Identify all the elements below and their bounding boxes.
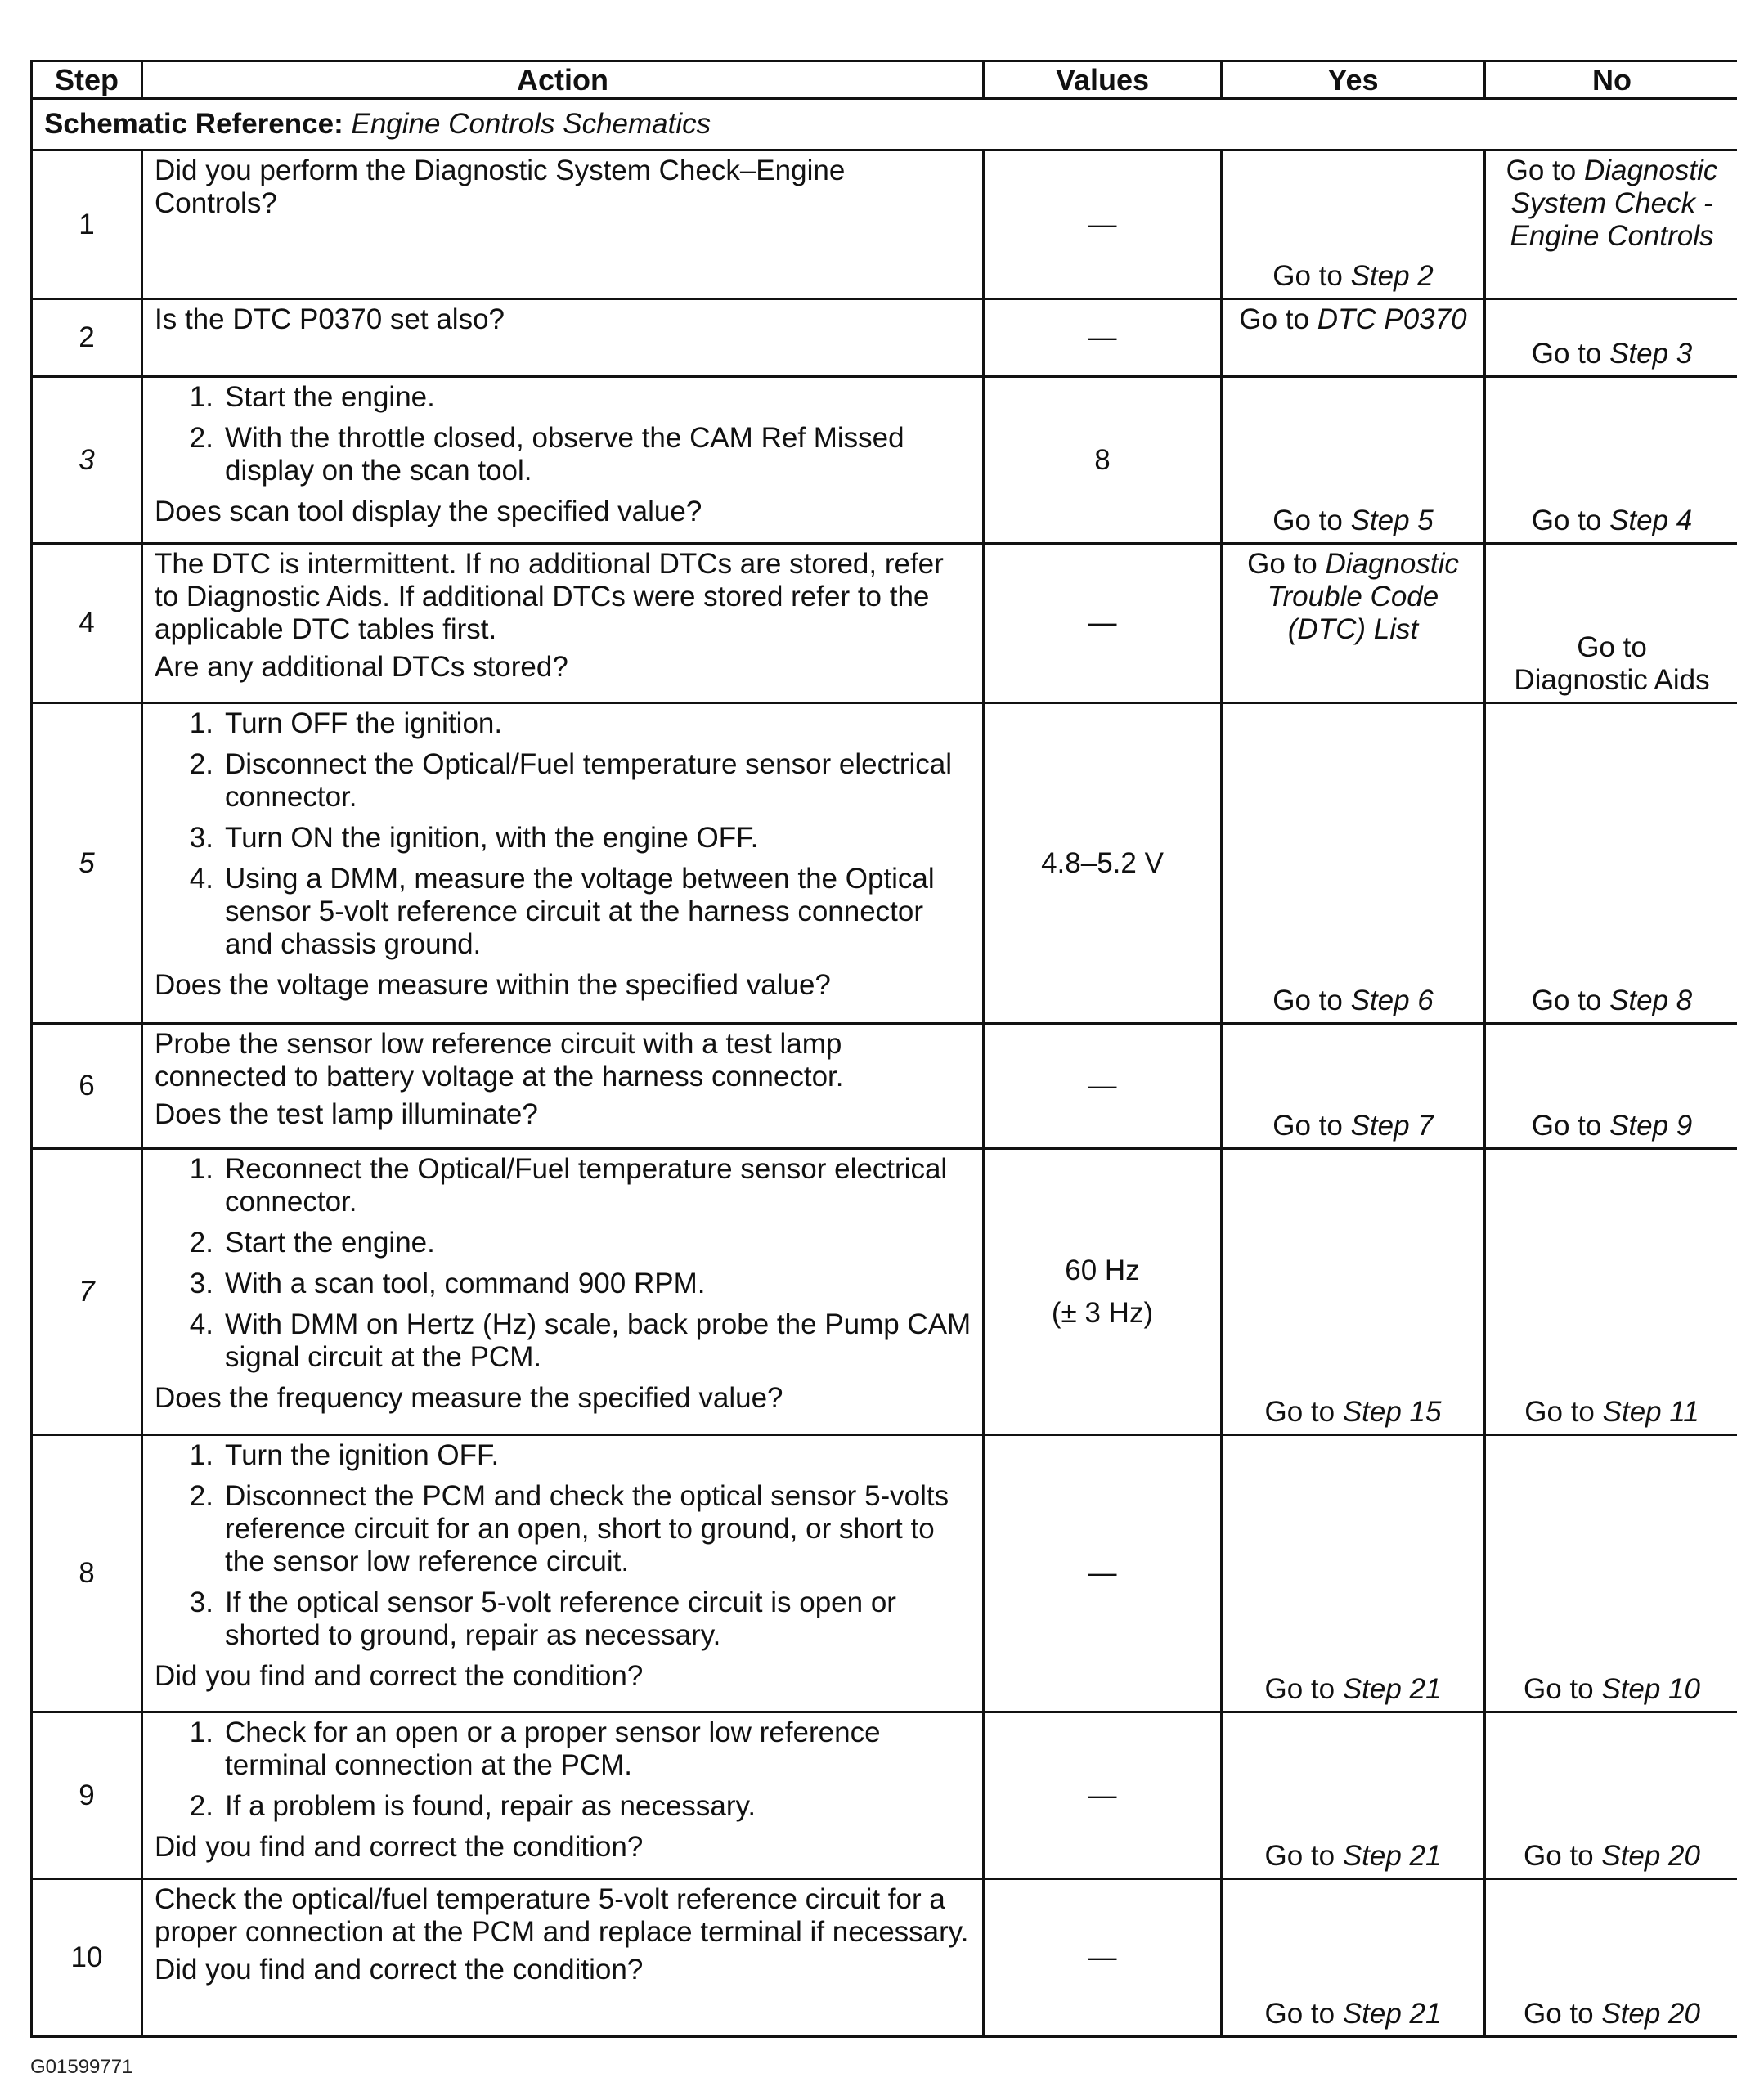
action-question: Are any additional DTCs stored?	[155, 651, 568, 683]
values-cell	[984, 299, 1222, 377]
action-cell	[142, 1712, 984, 1879]
no-goto-prefix: Go to	[1531, 338, 1610, 370]
no-action-cell	[1485, 703, 1737, 1024]
action-question: Does the frequency measure the specified value?	[155, 1382, 783, 1414]
no-goto-link[interactable]: Step 3	[1609, 338, 1693, 370]
action-step-item	[155, 1586, 974, 1652]
action-step-number: 1.	[189, 1439, 213, 1471]
yes-goto-prefix: Go to	[1264, 1396, 1343, 1428]
no-goto-prefix: Go to	[1506, 155, 1584, 186]
no-goto-prefix: Go to	[1524, 1396, 1603, 1428]
action-text: Check the optical/fuel temperature 5-volt reference circuit for a proper connection at the PCM and replace terminal if necessary.	[155, 1883, 969, 1948]
action-step-text: Turn ON the ignition, with the engine OFF.	[225, 822, 759, 854]
action-cell	[142, 299, 984, 377]
no-action-cell	[1485, 1435, 1737, 1712]
table-row	[32, 703, 1737, 1024]
action-step-number: 2.	[189, 422, 213, 454]
figure-id: G01599771	[30, 2056, 133, 2078]
action-step-number: 3.	[189, 1586, 213, 1618]
table-row	[32, 1149, 1737, 1435]
action-text: The DTC is intermittent. If no additional DTCs are stored, refer to Diagnostic Aids. If additional DTCs were stored refer to the applicable DTC tables first.	[155, 548, 944, 645]
action-step-text: Reconnect the Optical/Fuel temperature sensor electrical connector.	[225, 1153, 948, 1218]
spec-value: —	[1088, 1779, 1117, 1811]
action-step-item	[155, 1308, 974, 1374]
action-step-number: 1.	[189, 1153, 213, 1185]
action-steps-list	[155, 381, 974, 487]
action-step-number: 1.	[189, 1716, 213, 1748]
step-number: 7	[32, 1149, 142, 1435]
action-cell	[142, 1879, 984, 2037]
values-cell	[984, 150, 1222, 299]
yes-goto-link[interactable]: Step 2	[1350, 260, 1434, 292]
yes-goto-prefix: Go to	[1239, 303, 1317, 335]
action-step-number: 1.	[189, 381, 213, 413]
spec-value-tolerance: (± 3 Hz)	[1051, 1296, 1154, 1329]
action-step-item	[155, 1480, 974, 1578]
table-row	[32, 1435, 1737, 1712]
no-action-cell	[1485, 299, 1737, 377]
action-step-item	[155, 1790, 974, 1823]
no-goto-prefix: Go to	[1531, 505, 1610, 536]
action-step-number: 3.	[189, 1268, 213, 1299]
step-number: 4	[32, 544, 142, 703]
action-step-item	[155, 1439, 974, 1472]
table-row	[32, 299, 1737, 377]
action-question: Did you find and correct the condition?	[155, 1831, 644, 1863]
yes-goto-prefix: Go to	[1272, 260, 1351, 292]
action-step-text: If a problem is found, repair as necessary.	[225, 1790, 756, 1822]
step-number: 5	[32, 703, 142, 1024]
no-goto-link[interactable]: Diagnostic System Check - Engine Controls	[1510, 155, 1718, 252]
no-goto-prefix: Go to	[1524, 1840, 1602, 1872]
action-cell	[142, 1024, 984, 1149]
yes-goto-link[interactable]: Step 15	[1342, 1396, 1442, 1428]
action-step-item	[155, 748, 974, 814]
action-step-text: Start the engine.	[225, 1227, 435, 1259]
action-steps-list	[155, 1439, 974, 1652]
action-text: Did you perform the Diagnostic System Check–Engine Controls?	[155, 155, 846, 219]
spec-value: —	[1088, 607, 1117, 639]
action-question: Did you find and correct the condition?	[155, 1660, 644, 1692]
values-cell	[984, 1712, 1222, 1879]
spec-value: —	[1088, 1557, 1117, 1589]
no-action-cell	[1485, 544, 1737, 703]
action-step-item	[155, 1268, 974, 1300]
no-action-cell	[1485, 377, 1737, 544]
yes-goto-link[interactable]: DTC P0370	[1317, 303, 1467, 335]
no-goto-prefix: Go to	[1531, 985, 1610, 1016]
spec-value: —	[1088, 208, 1117, 240]
action-text: Is the DTC P0370 set also?	[155, 303, 505, 335]
diagnostic-table	[30, 60, 1737, 2038]
no-action-cell	[1485, 1024, 1737, 1149]
action-step-item	[155, 707, 974, 740]
yes-action-cell	[1222, 1149, 1485, 1435]
action-question: Does the voltage measure within the specified value?	[155, 969, 831, 1001]
action-step-number: 2.	[189, 1227, 213, 1259]
action-step-text: Disconnect the PCM and check the optical sensor 5-volts reference circuit for an open, short to ground, or short to the sensor low reference circuit.	[225, 1480, 949, 1577]
yes-goto-prefix: Go to	[1247, 548, 1326, 580]
action-cell	[142, 150, 984, 299]
table-row	[32, 1879, 1737, 2037]
step-number: 1	[32, 150, 142, 299]
yes-action-cell	[1222, 1712, 1485, 1879]
no-goto-link[interactable]: Step 9	[1609, 1110, 1693, 1142]
action-step-number: 4.	[189, 1308, 213, 1340]
action-step-number: 4.	[189, 863, 213, 895]
schematic-reference	[32, 99, 1737, 150]
step-number: 6	[32, 1024, 142, 1149]
action-step-item	[155, 863, 974, 961]
yes-goto-link[interactable]: Step 6	[1350, 985, 1434, 1016]
action-step-text: Turn OFF the ignition.	[225, 707, 503, 739]
no-action-cell	[1485, 1149, 1737, 1435]
yes-goto-link[interactable]: Step 7	[1350, 1110, 1434, 1142]
action-steps-list	[155, 707, 974, 961]
yes-action-cell	[1222, 1879, 1485, 2037]
step-number: 3	[32, 377, 142, 544]
action-steps-list	[155, 1153, 974, 1374]
action-step-text: With the throttle closed, observe the CAM Ref Missed display on the scan tool.	[225, 422, 904, 487]
no-goto-prefix: Go to	[1531, 1110, 1610, 1142]
yes-goto-link[interactable]: Diagnostic Trouble Code (DTC) List	[1267, 548, 1459, 645]
step-number: 9	[32, 1712, 142, 1879]
yes-goto-prefix: Go to	[1264, 1673, 1343, 1705]
no-action-cell	[1485, 1879, 1737, 2037]
action-step-item	[155, 1716, 974, 1782]
no-action-cell	[1485, 1712, 1737, 1879]
schematic-reference-row	[32, 99, 1737, 150]
yes-goto-prefix: Go to	[1272, 985, 1351, 1016]
action-step-number: 2.	[189, 1480, 213, 1512]
spec-value: —	[1088, 321, 1117, 353]
schematic-reference-label: Schematic Reference:	[44, 108, 343, 140]
action-cell	[142, 377, 984, 544]
header-no: No	[1485, 61, 1737, 99]
table-row	[32, 377, 1737, 544]
header-action: Action	[142, 61, 984, 99]
schematic-reference-link[interactable]: Engine Controls Schematics	[351, 108, 711, 140]
spec-value: 8	[1094, 443, 1111, 476]
yes-goto-prefix: Go to	[1264, 1840, 1343, 1872]
spec-value: 4.8–5.2 V	[1041, 846, 1164, 879]
diagnostic-document	[30, 60, 1718, 2079]
no-goto-link[interactable]: Step 8	[1609, 985, 1693, 1016]
action-cell	[142, 703, 984, 1024]
yes-action-cell	[1222, 150, 1485, 299]
header-yes: Yes	[1222, 61, 1485, 99]
action-step-text: Turn the ignition OFF.	[225, 1439, 500, 1471]
action-question: Does the test lamp illuminate?	[155, 1098, 538, 1130]
action-step-text: Check for an open or a proper sensor low reference terminal connection at the PCM.	[225, 1716, 881, 1781]
action-step-text: With a scan tool, command 900 RPM.	[225, 1268, 706, 1299]
yes-action-cell	[1222, 703, 1485, 1024]
action-step-item	[155, 381, 974, 414]
no-goto-prefix: Go to	[1577, 631, 1647, 663]
header-step: Step	[32, 61, 142, 99]
header-values: Values	[984, 61, 1222, 99]
action-step-item	[155, 1227, 974, 1259]
values-cell	[984, 544, 1222, 703]
action-cell	[142, 1149, 984, 1435]
yes-goto-prefix: Go to	[1272, 505, 1351, 536]
yes-action-cell	[1222, 377, 1485, 544]
no-goto-link[interactable]: Step 20	[1601, 1840, 1700, 1872]
action-step-number: 1.	[189, 707, 213, 739]
action-step-item	[155, 422, 974, 487]
no-goto-link[interactable]: Step 4	[1609, 505, 1693, 536]
table-row	[32, 1712, 1737, 1879]
step-number: 2	[32, 299, 142, 377]
yes-goto-link[interactable]: Step 5	[1350, 505, 1434, 536]
yes-goto-link[interactable]: Step 21	[1342, 1673, 1442, 1705]
action-step-text: If the optical sensor 5-volt reference circuit is open or shorted to ground, repair as necessary.	[225, 1586, 896, 1651]
values-cell	[984, 1879, 1222, 2037]
yes-action-cell	[1222, 1435, 1485, 1712]
yes-action-cell	[1222, 299, 1485, 377]
action-step-number: 2.	[189, 1790, 213, 1822]
step-number: 8	[32, 1435, 142, 1712]
action-step-number: 2.	[189, 748, 213, 780]
action-cell	[142, 544, 984, 703]
action-step-text: Using a DMM, measure the voltage between the Optical sensor 5-volt reference circuit at the harness connector and chassis ground.	[225, 863, 935, 960]
no-goto-link[interactable]: Step 10	[1601, 1673, 1700, 1705]
action-text: Probe the sensor low reference circuit with a test lamp connected to battery voltage at the harness connector.	[155, 1028, 844, 1093]
spec-value: —	[1088, 1941, 1117, 1973]
no-goto-prefix: Go to	[1524, 1998, 1602, 2030]
spec-value: 60 Hz	[1065, 1254, 1140, 1286]
step-number: 10	[32, 1879, 142, 2037]
table-row	[32, 150, 1737, 299]
action-question: Does scan tool display the specified value?	[155, 496, 702, 527]
yes-goto-link[interactable]: Step 21	[1342, 1840, 1442, 1872]
spec-value: —	[1088, 1070, 1117, 1102]
values-cell	[984, 1149, 1222, 1435]
no-goto-link[interactable]: Diagnostic Aids	[1514, 664, 1710, 696]
values-cell	[984, 1435, 1222, 1712]
values-cell	[984, 703, 1222, 1024]
no-goto-link[interactable]: Step 20	[1601, 1998, 1700, 2030]
action-step-number: 3.	[189, 822, 213, 854]
values-cell	[984, 1024, 1222, 1149]
action-step-item	[155, 822, 974, 855]
table-row	[32, 1024, 1737, 1149]
table-header-row	[32, 61, 1737, 99]
action-step-text: Start the engine.	[225, 381, 435, 413]
yes-goto-link[interactable]: Step 21	[1342, 1998, 1442, 2030]
action-step-item	[155, 1153, 974, 1218]
yes-action-cell	[1222, 1024, 1485, 1149]
no-goto-link[interactable]: Step 11	[1602, 1396, 1699, 1428]
no-action-cell	[1485, 150, 1737, 299]
action-cell	[142, 1435, 984, 1712]
action-question: Did you find and correct the condition?	[155, 1954, 644, 1986]
yes-goto-prefix: Go to	[1264, 1998, 1343, 2030]
no-goto-prefix: Go to	[1524, 1673, 1602, 1705]
action-steps-list	[155, 1716, 974, 1823]
yes-goto-prefix: Go to	[1272, 1110, 1351, 1142]
table-row	[32, 544, 1737, 703]
yes-action-cell	[1222, 544, 1485, 703]
action-step-text: Disconnect the Optical/Fuel temperature sensor electrical connector.	[225, 748, 953, 813]
values-cell	[984, 377, 1222, 544]
action-step-text: With DMM on Hertz (Hz) scale, back probe the Pump CAM signal circuit at the PCM.	[225, 1308, 972, 1373]
